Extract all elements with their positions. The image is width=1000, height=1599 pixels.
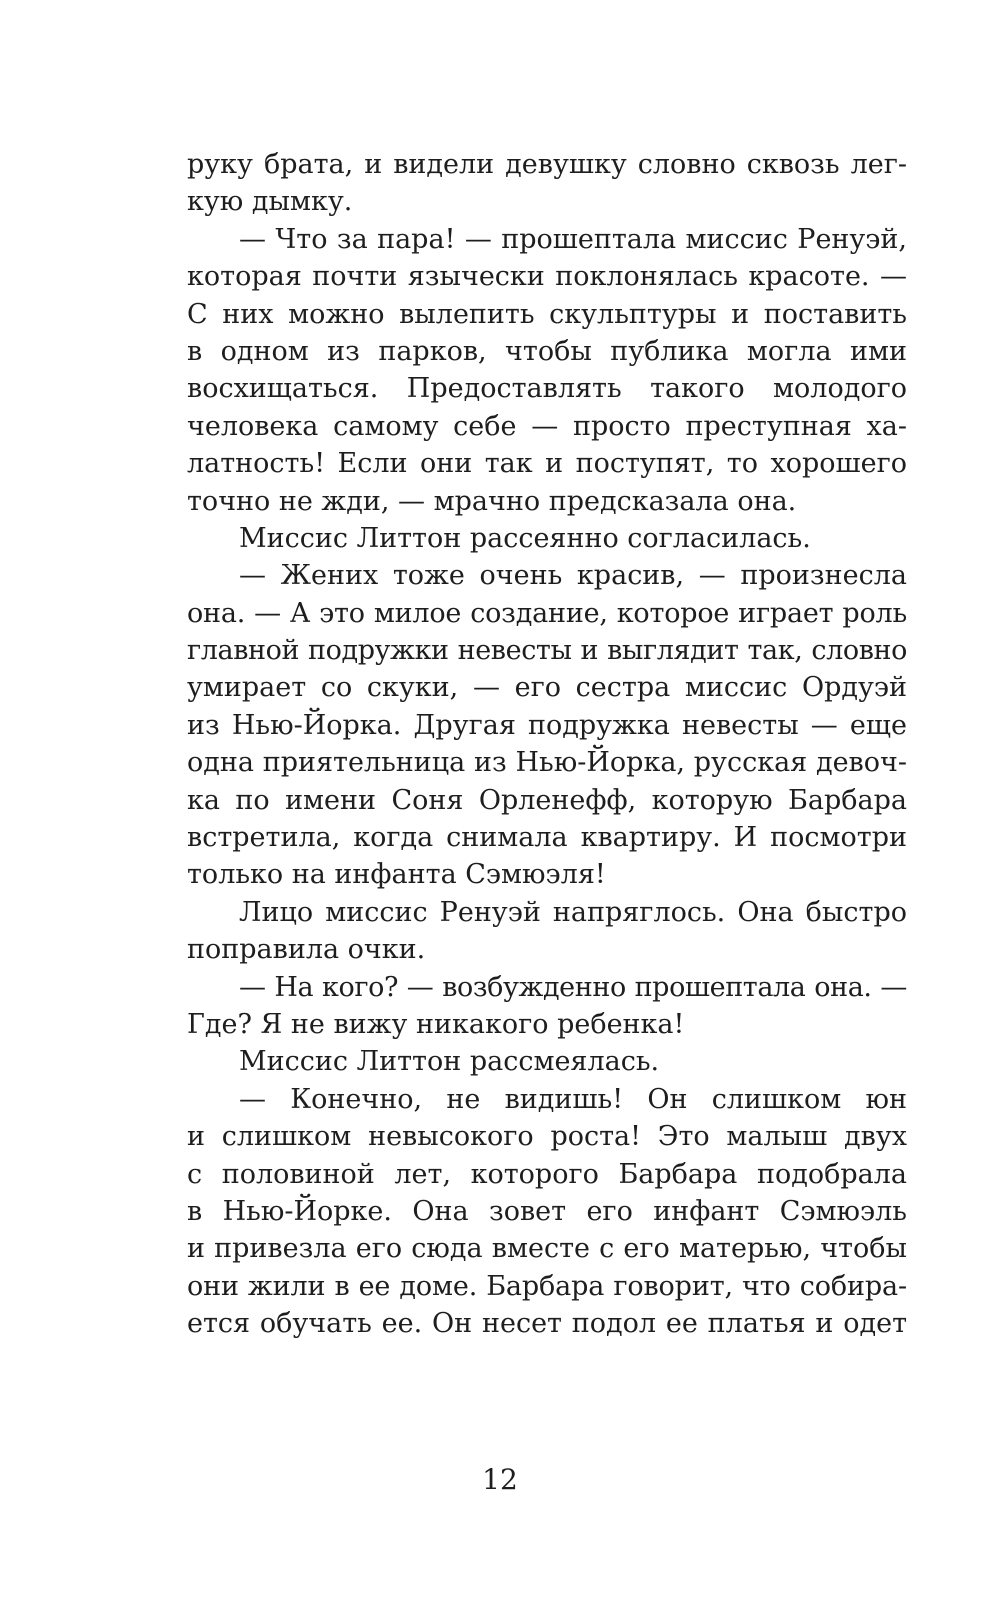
text-line: — Конечно, не видишь! Он слишком юн	[239, 1083, 907, 1115]
text-line: и привезла его сюда вместе с его матерью, чтобы	[187, 1233, 907, 1265]
text-line: Лицо миссис Ренуэй напряглось. Она быстро	[239, 896, 907, 928]
text-line: кую дымку.	[187, 186, 353, 218]
text-line: главной подружки невесты и выглядит так, словно	[187, 635, 907, 667]
text-line: и слишком невысокого роста! Это малыш двух	[187, 1121, 907, 1153]
body-text	[187, 146, 907, 1343]
text-line: поправила очки.	[187, 934, 426, 966]
text-line: в Нью-Йорке. Она зовет его инфант Сэмюэль	[187, 1195, 907, 1227]
text-line: латность! Если они так и поступят, то хорошего	[187, 448, 907, 480]
text-line: в одном из парков, чтобы публика могла ими	[187, 335, 907, 367]
text-line: встретила, когда снимала квартиру. И посмотри	[187, 822, 907, 854]
text-line: восхищаться. Предоставлять такого молодого	[187, 373, 907, 405]
text-line: человека самому себе — просто преступная ха-	[187, 410, 907, 442]
text-line: — На кого? — возбужденно прошептала она. —	[239, 971, 907, 1003]
text-line: ется обучать ее. Он несет подол ее платья и одет	[187, 1308, 907, 1340]
text-line: из Нью-Йорка. Другая подружка невесты — еще	[187, 709, 907, 741]
text-line: Где? Я не вижу никакого ребенка!	[187, 1008, 685, 1040]
text-line: — Жених тоже очень красив, — произнесла	[239, 560, 907, 592]
text-line: они жили в ее доме. Барбара говорит, что собира-	[187, 1270, 907, 1302]
text-line: Миссис Литтон рассмеялась.	[239, 1046, 660, 1078]
text-line: которая почти язычески поклонялась красоте. —	[187, 261, 907, 293]
text-line: умирает со скуки, — его сестра миссис Ордуэй	[187, 672, 907, 704]
text-line: с половиной лет, которого Барбара подобрала	[187, 1158, 907, 1190]
text-line: ка по имени Соня Орленефф, которую Барбара	[187, 784, 907, 816]
text-line: С них можно вылепить скульптуры и поставить	[187, 298, 907, 330]
text-line: Миссис Литтон рассеянно согласилась.	[239, 522, 811, 554]
text-line: руку брата, и видели девушку словно сквозь лег-	[187, 149, 907, 180]
text-line: точно не жди, — мрачно предсказала она.	[187, 485, 797, 517]
text-line: одна приятельница из Нью-Йорка, русская девоч-	[187, 747, 907, 779]
text-line: — Что за пара! — прошептала миссис Ренуэй,	[239, 223, 907, 255]
text-line: только на инфанта Сэмюэля!	[187, 859, 606, 891]
page-number: 12	[482, 1463, 518, 1496]
text-line: она. — А это милое создание, которое играет роль	[187, 597, 907, 629]
